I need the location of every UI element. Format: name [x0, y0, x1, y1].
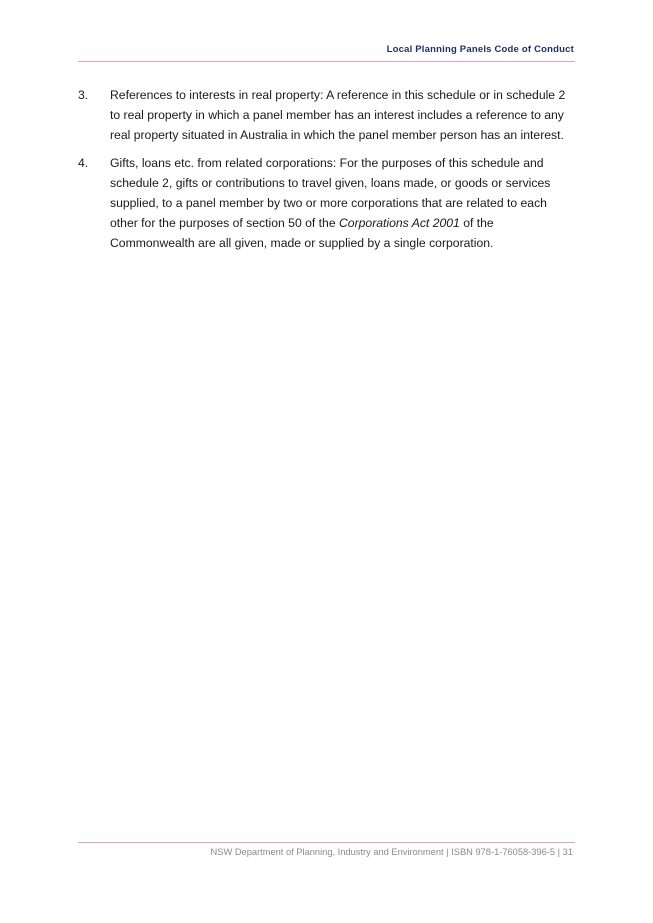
footer-text: NSW Department of Planning, Industry and Environment | ISBN 978-1-76058-396-5 | 31 [210, 847, 573, 857]
list-item-number: 4. [78, 155, 89, 170]
footer-divider [78, 842, 575, 843]
running-header-title: Local Planning Panels Code of Conduct [386, 44, 574, 55]
list-item-number: 3. [78, 88, 89, 102]
list-item-text-part: Gifts, loans etc. from related corporations: For the purposes of this schedule and schedule 2, gifts or contributions to travel given, loans made, or goods or services supplied, to a panel member by two or more corporations that are related to each other for the purposes of section 50 of the [110, 155, 551, 231]
list-item [78, 153, 578, 254]
list-item-text [110, 156, 550, 251]
act-title: Corporations Act 2001 [339, 216, 460, 231]
header-divider [78, 61, 575, 62]
list-item-text: References to interests in real property: A reference in this schedule or in schedule 2 to real property in which a panel member has an interest includes a reference to any real property situated in Australia in which the panel member person has an interest. [110, 88, 566, 143]
list-item-text-part: of the Commonwealth are all given, made or supplied by a single corporation. [110, 216, 494, 251]
document-body [78, 85, 578, 261]
list-item [78, 85, 578, 146]
